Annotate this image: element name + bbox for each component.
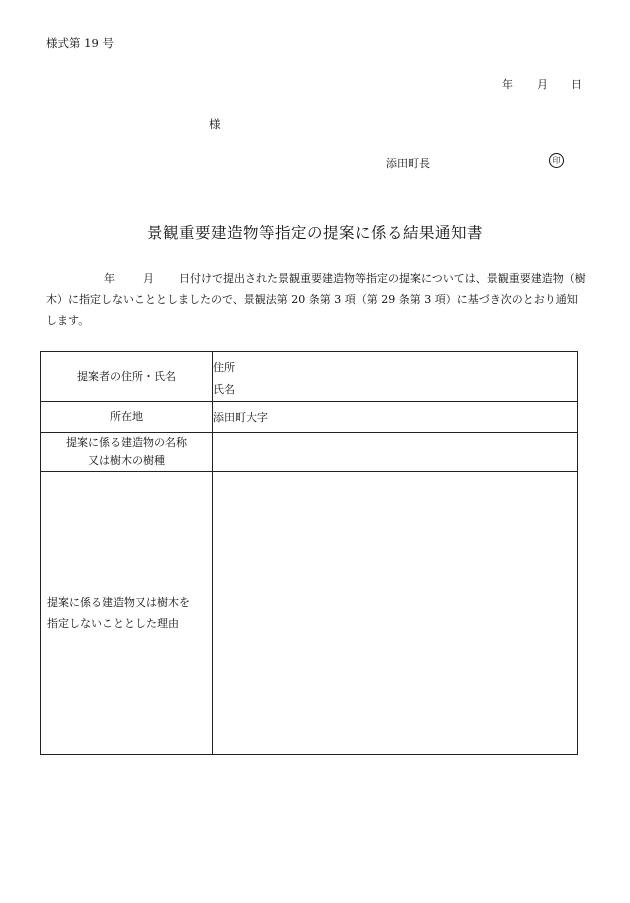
- location-value: 添田町大字: [213, 411, 268, 424]
- date-month-label: 月: [537, 78, 548, 91]
- table-row: [41, 352, 578, 402]
- table-row: [41, 472, 578, 755]
- result-table: [40, 351, 578, 755]
- building-name-label: [41, 433, 213, 472]
- location-field[interactable]: [213, 402, 578, 433]
- addressee-suffix: 様: [209, 117, 221, 131]
- location-label: 所在地: [41, 402, 213, 433]
- seal-icon: 印: [549, 153, 564, 168]
- body-text: 日付けで提出された景観重要建造物等指定の提案については、景観重要建造物（樹木）に指定しないこととしましたので、景観法第 20 条第 3 項（第 29 条第 3 項）に基づき次のとおり通知します。: [46, 272, 586, 327]
- building-label-line1: 提案に係る建造物の名称: [66, 436, 187, 449]
- building-label-line2: 又は樹木の樹種: [88, 454, 165, 467]
- notice-body: [46, 268, 586, 331]
- document-title: 景観重要建造物等指定の提案に係る結果通知書: [146, 224, 483, 242]
- proposer-label: 提案者の住所・氏名: [41, 352, 213, 402]
- reason-field[interactable]: [213, 472, 578, 755]
- name-label: 氏名: [213, 382, 235, 396]
- body-year-label: 年: [104, 272, 115, 285]
- form-number: 様式第 19 号: [46, 36, 114, 50]
- table-row: [41, 433, 578, 472]
- table-row: [41, 402, 578, 433]
- date-day-label: 日: [571, 78, 582, 91]
- body-month-label: 月: [143, 272, 154, 285]
- reason-label: [41, 472, 213, 755]
- proposer-field[interactable]: [213, 352, 578, 402]
- date-year-label: 年: [502, 78, 513, 91]
- reason-label-line1: 提案に係る建造物又は樹木を: [47, 596, 190, 609]
- reason-label-line2: 指定しないこととした理由: [47, 617, 179, 630]
- address-label: 住所: [213, 360, 235, 374]
- building-name-field[interactable]: [213, 433, 578, 472]
- issuer-name: 添田町長: [386, 157, 430, 170]
